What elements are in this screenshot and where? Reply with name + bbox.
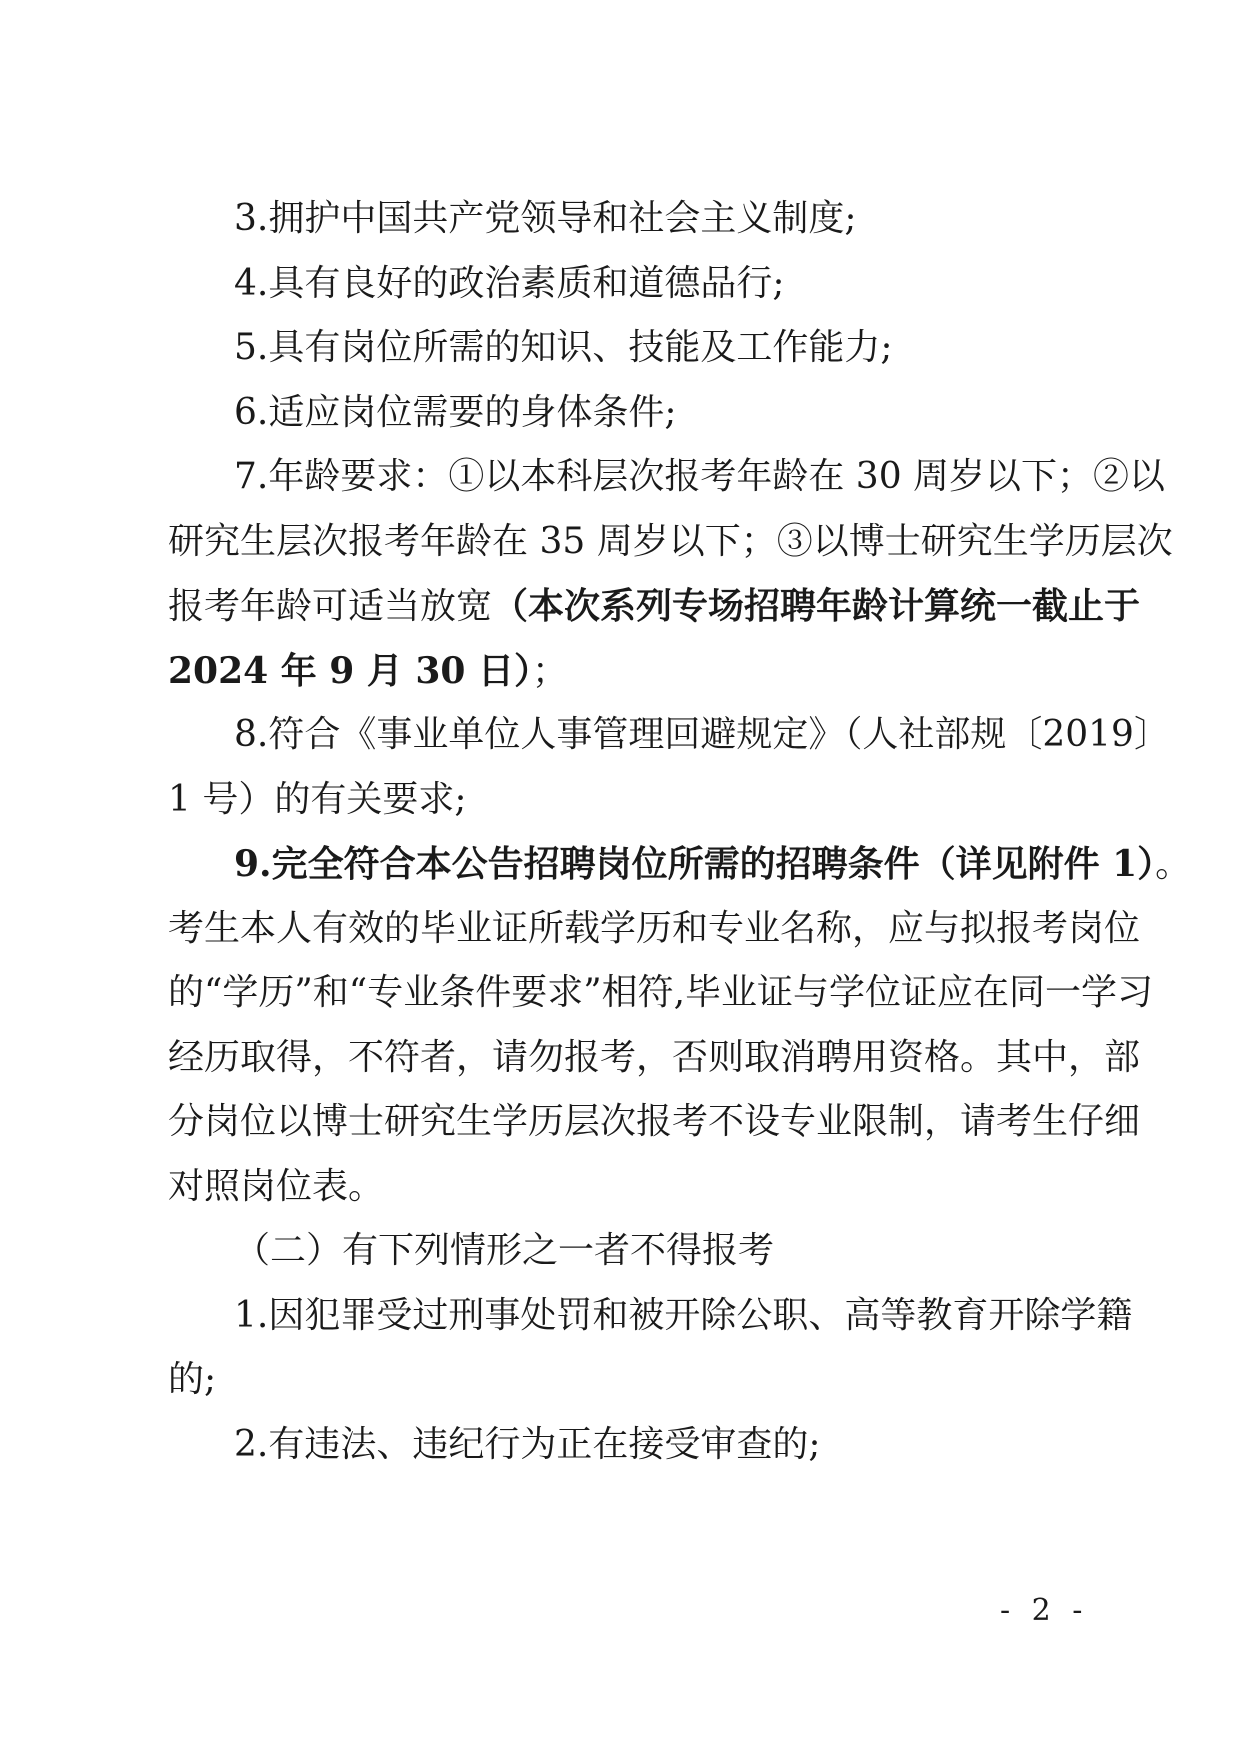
condition-item-3: 3.拥护中国共产党领导和社会主义制度;: [234, 198, 857, 239]
document-body: [168, 187, 1192, 1477]
age-relaxation-text: 报考年龄可适当放宽: [168, 586, 493, 627]
condition-item-9-line-4: 经历取得，不符者，请勿报考，否则取消聘用资格。其中，部: [168, 1036, 1141, 1078]
page-number: - 2 -: [1000, 1593, 1089, 1628]
section-2-heading: （二）有下列情形之一者不得报考: [234, 1230, 775, 1271]
condition-item-9-line-6: 对照岗位表。: [168, 1165, 385, 1207]
exclusion-item-2: 2.有违法、违纪行为正在接受审查的;: [234, 1423, 821, 1465]
exclusion-item-1-line-1: 1.因犯罪受过刑事处罚和被开除公职、高等教育开除学籍: [234, 1294, 1133, 1336]
condition-item-9-punctuation: 。: [1155, 844, 1192, 885]
age-cutoff-note: （本次系列专场招聘年龄计算统一截止于: [492, 585, 1141, 627]
condition-item-4: 4.具有良好的政治素质和道德品行;: [234, 262, 785, 304]
condition-item-9-line-2: 考生本人有效的毕业证所载学历和专业名称，应与拟报考岗位: [168, 907, 1141, 949]
condition-item-9-line-3: 的“学历”和“专业条件要求”相符,毕业证与学位证应在同一学习: [168, 972, 1154, 1013]
condition-item-5: 5.具有岗位所需的知识、技能及工作能力;: [234, 327, 893, 368]
condition-item-7-line-4: [168, 639, 1068, 704]
condition-item-6: 6.适应岗位需要的身体条件;: [234, 391, 677, 433]
condition-item-9-emphasis: 9.完全符合本公告招聘岗位所需的招聘条件（详见附件 1）: [234, 843, 1156, 885]
age-cutoff-date: 2024 年 9 月 30 日）: [168, 649, 533, 692]
exclusion-item-1-line-2: 的;: [168, 1359, 217, 1400]
condition-item-7-line-1: 7.年龄要求：①以本科层次报考年龄在 30 周岁以下；②以: [234, 456, 1166, 497]
condition-item-8-line-1: 8.符合《事业单位人事管理回避规定》（人社部规〔2019〕: [234, 714, 1170, 755]
condition-item-7-line-2: 研究生层次报考年龄在 35 周岁以下；③以博士研究生学历层次: [168, 520, 1173, 562]
condition-item-8-line-2: 1 号）的有关要求;: [168, 778, 467, 820]
condition-item-9-line-5: 分岗位以博士研究生学历层次报考不设专业限制，请考生仔细: [168, 1101, 1141, 1142]
age-cutoff-punctuation: ；: [532, 650, 569, 692]
condition-item-9-line-1: [168, 832, 1192, 897]
condition-item-7-line-3: [168, 574, 1141, 639]
